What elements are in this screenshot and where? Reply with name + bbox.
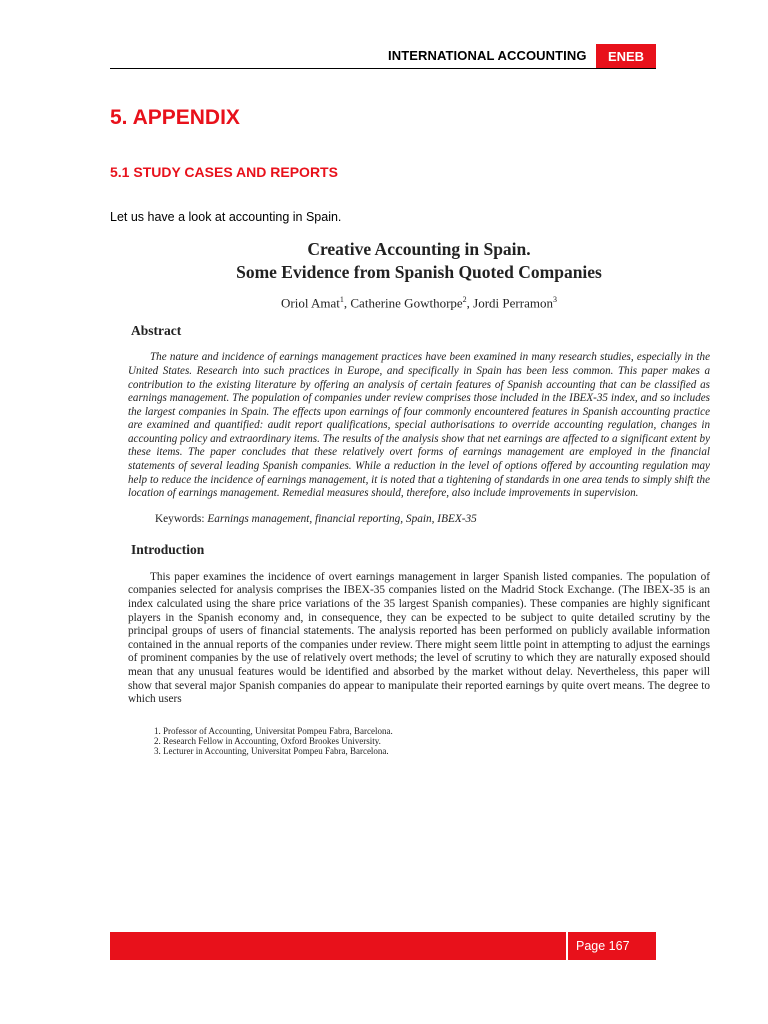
eneb-logo-badge: ENEB xyxy=(596,44,656,68)
author-separator: , xyxy=(343,295,351,311)
author-separator: , xyxy=(466,295,474,311)
introduction-heading: Introduction xyxy=(131,541,205,557)
paper-title xyxy=(128,238,710,284)
author-name: Jordi Perramon xyxy=(473,295,553,311)
page-number: Page 167 xyxy=(566,932,656,960)
section-heading: 5.1 STUDY CASES AND REPORTS xyxy=(110,164,338,180)
author-name: Oriol Amat xyxy=(281,295,340,311)
keywords-values: Earnings management, financial reporting, Spain, IBEX-35 xyxy=(207,512,477,525)
running-header-title: INTERNATIONAL ACCOUNTING xyxy=(388,48,587,63)
intro-sentence: Let us have a look at accounting in Spain. xyxy=(110,210,342,224)
keywords-label: Keywords: xyxy=(155,512,208,525)
author-footnote-mark: 1 xyxy=(339,295,344,304)
footnote: 1. Professor of Accounting, Universitat Pompeu Fabra, Barcelona. xyxy=(154,725,393,736)
paper-title-line-1: Creative Accounting in Spain. xyxy=(307,239,531,259)
author-name: Catherine Gowthorpe xyxy=(350,295,463,311)
introduction-body: This paper examines the incidence of overt earnings management in larger Spanish listed companies. The population of companies selected for analysis comprises the IBEX-35 companies listed on the Madrid Stock Exchange. (The IBEX-35 is an index calculated using the share price variations of the 35 largest Spanish companies). These companies are highly significant players in the Spanish economy and, in consequence, they can be expected to be subject to quite detailed scrutiny by the principal groups of users of financial statements. The analysis reported has been performed on publicly available information contained in the annual reports of the companies under review. There might seem little point in attempting to adjust the earnings of prominent companies by the use of relatively overt methods; the level of scrutiny to which they are naturally exposed should mean that any unusual features would be identified and absorbed by the market without delay. Nevertheless, this paper will show that several major Spanish companies do appear to manipulate their reported earnings by quite overt means. The degree to which users xyxy=(128,570,710,706)
paper-authors xyxy=(128,295,710,311)
footnote: 2. Research Fellow in Accounting, Oxford Brookes University. xyxy=(154,735,381,746)
abstract-body: The nature and incidence of earnings management practices have been examined in many research studies, especially in the United States. Research into such practices in Europe, and specifically in Spain has been less common. This paper makes a contribution to the existing literature by offering an analysis of certain features of Spanish accounting that can be classified as earnings management. The population of companies under review comprises those included in the IBEX-35 index, and so includes the largest companies in Spain. The effects upon earnings of four commonly encountered features in Spanish accounting practice are examined and quantified: audit report qualifications, special authorisations to override accounting regulation, changes in accounting policy and extraordinary items. The results of the analysis show that net earnings are affected to a significant extent by these items. The paper concludes that these relatively overt forms of earnings management are employed in the financial statements of several leading Spanish companies. While a reduction in the level of options offered by accounting regulation may help to reduce the incidence of earnings management, it is noted that a tightening of standards in one area tends to simply shift the location of earnings management. Remedial measures should, therefore, also include improvements in supervision. xyxy=(128,351,710,500)
author-footnote-mark: 2 xyxy=(462,295,467,304)
abstract-heading: Abstract xyxy=(131,323,182,339)
footer-bar xyxy=(110,932,656,960)
paper-excerpt xyxy=(128,238,710,756)
keywords-line xyxy=(155,513,710,525)
paper-title-line-2: Some Evidence from Spanish Quoted Companies xyxy=(236,262,602,282)
footnotes xyxy=(154,726,710,756)
footnote: 3. Lecturer in Accounting, Universitat Pompeu Fabra, Barcelona. xyxy=(154,745,389,756)
appendix-heading: 5. APPENDIX xyxy=(110,106,240,129)
author-footnote-mark: 3 xyxy=(552,295,557,304)
header-divider xyxy=(110,68,656,69)
